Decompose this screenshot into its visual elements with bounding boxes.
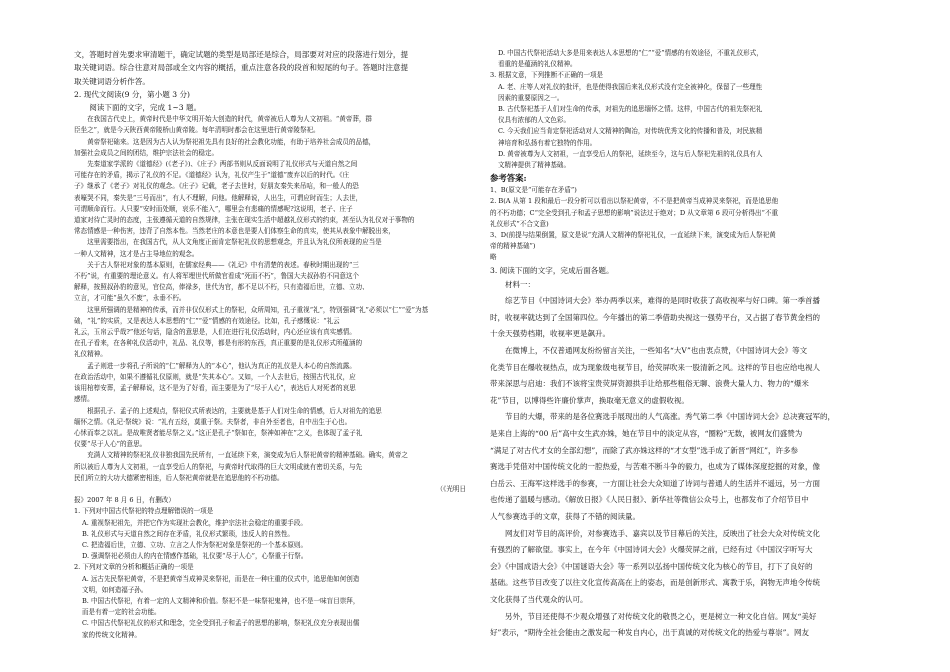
question-1-option: D. 强调祭祀必须由人的内在情感作基础，礼仪要“尽于人心”，心祭重于行祭。 [82,552,308,561]
material-line: 化类节目在爆收视热点，成为现象级电视节目，给荧屏吹来一股清新之风。这样的节目也应给电视人 [490,362,820,372]
question-2-stem: 2. 下列对文章的分析和概括正确的一项是 [74,563,194,572]
passage-line: 充满人文精神的祭祀礼仪非独我国先民所有，一直延续下来，演变成为后人祭祀黄帝的精神基础。确实，黄帝之 [87,451,408,460]
answer-line: 帝的精神基础”) [490,242,536,251]
passage-line: 缅怀之情。《礼记·祭统》说：“礼有五经，莫重于祭。夫祭者，非自外至者也，自中出生于心也。 [74,417,352,426]
passage-line: 这里所强调的是精神的传承，而并非仅仅形式上的祭祀，众所周知，孔子重视“礼”，特别强调“礼”必须以“仁”“爱”为基 [87,305,429,314]
question-2-option-d-line: 看重的是蕴涵的礼仪精神。 [498,60,577,69]
section-title: 2. 现代文阅读(9 分，第小题 3 分) [74,90,191,100]
material-line: 基础。这些节目改变了以往文化宣传高高在上的姿态，而是创新形式、寓教于乐，润物无声地令传统 [490,578,820,588]
passage-line: 子》继承了《老子》对礼仪的观念。《庄子》记载，老子去世时，好朋友秦失来吊唁，和一般人的恐 [74,182,359,191]
material-line: 人气参赛选手的文章，获得了不错的阅读量。 [490,511,640,521]
passage-line: 该用棺椁安葬，孟子解释说，这不是为了好看，而主要是为了“尽于人心”，表达后人对死者的哀思 [74,384,356,393]
material-line: 文化获得了当代观众的认可。 [490,594,588,604]
passage-line: 解释，按照叔孙豹的意见，官位高，俸禄多，世代为官，都不足以不朽，只有造福后世，立德、立功、 [74,283,369,292]
material-passage [490,293,885,641]
section-3-title: 3. 阅读下面的文字，完成后面各题。 [490,265,614,275]
passage-line: 在孔子看来，在各种礼仪活动中，礼品、礼仪等，都是有形的东西，真正重要的是礼仪形式所蕴涵的 [74,339,363,348]
question-2-option-d-line: D. 中国古代祭祀活动大多是用来表达人本思想的“仁”“爱”情感的有效途径，不重礼仪形式， [498,49,763,57]
answer-list [490,185,885,263]
passage-line: 仪要“尽于人心”的意思。 [74,440,147,449]
answer-line: 1、B(原文是“可能存在矛盾”) [490,186,577,195]
passage-line: 这里需要指出，在我国古代，从人文角度正面肯定祭祀礼仪的思想观念，并且认为礼仪所表现的应当是 [87,238,382,247]
intro-text [74,48,466,88]
passage-line: 礼云，玉帛云乎哉?”他还句话，隐含的意思是，人们在进行礼仪活动时，内心还应该有真实感情。 [74,328,356,337]
material-line: 在微博上，不仅普通网友纷纷留言关注，一些知名“大V”也由衷点赞，《中国诗词大会》等文 [505,346,808,356]
material-line: 赛选手凭借对中国传统文化的一腔热爱，与苦难不断斗争的毅力，也成为了媒体深度挖掘的对象，像 [490,462,820,472]
question-2-option: B. 中国古代祭祀，有着一定的人文精神和价值。祭祀不是一味祭祀鬼神，也不是一味盲目崇拜， [82,596,360,605]
passage-line: 礼仪精神。 [74,350,107,359]
passage-line: 础，“礼”的实质，又是表达人本思想的“仁”“爱”情感的有效途径。比如，孔子感慨说：“礼云 [74,316,340,325]
intro-line: 取关键词语。综合往意对局部或全文内容的概括，重点注意各段的段首和短尾的句子。答题时注意提 [74,63,409,73]
passage-line: 立言，才可能“虽久不废”，永垂不朽。 [74,294,186,303]
passage-line: 在我国古代史上，黄帝时代是中华文明开始大创造的时代，黄帝被后人尊为人文初祖。“黄帝葬，群 [87,115,372,124]
passage-line: 关于古人祭祀对象的基本原则，在儒家经典——《礼记》中有清楚的表述。春秋时期出现的“三 [87,260,359,269]
answer-line: 2. B(A 从第 1 段和最后一段分析可以看出以祭祀黄帝，不不是把黄帝当成神灵来祭祀，而是追思他 [490,197,779,206]
question-1-options [74,518,466,563]
answer-line: 略 [490,253,497,262]
answer-line: 礼仪形式”不合文意) [490,219,549,228]
material-line: 有强烈的了解欲望。事实上，在今年《中国诗词大会》火爆荧屏之前，已经有过《中国汉字听写大 [490,545,813,555]
material-line: 是来自上海的“00 后”高中女生武亦姝，她在节目中的淡定从容，“圈粉”无数，被网友们盛赞为 [490,429,803,438]
question-3-option: C. 今天我们应当肯定祭祀活动对人文精神的陶冶，对传统优秀文化的传播和普及，对民族精 [498,127,763,136]
question-2-option: A. 远古先民祭祀黄帝，不是把黄帝当成神灵来祭祀，而是在一种庄重的仪式中，追思他如何创造 [82,574,360,583]
question-1-stem: 1. 下列对中国古代祭祀的特点理解错误的一项是 [74,507,214,516]
material-line: 节目的大爆，带来的是各位赛选手展现出的人气高涨。秀气第二季《中国诗词大会》总决赛冠军的， [505,412,835,422]
material-line: 会》《中国成语大会》《中国谜语大会》等一系列以弘扬中国传统文化为核心的节目，打下了良好的 [490,561,813,571]
question-1-option: A. 重视祭祀祖先，并把它作为实现社会教化，维护宗法社会稳定的重要手段。 [82,518,307,527]
intro-line: 取关键词语分析作答。 [74,76,150,86]
question-1-option: C. 把造福后世，立德、立功、立言之人作为祭祀对象是祭祀的一个基本原则。 [82,540,307,549]
source-citation-a: （《光明日 [436,484,466,493]
material-line: 带来深思与启迪：我们不该将宝贵荧屏资源拱手让给那些粗俗无聊、浪费大量人力、物力的“爆米 [490,379,809,389]
question-3-option: 文精神提供了精神基础。 [498,161,571,170]
question-2-option: 而是有着一定的社会功能。 [82,608,161,617]
reading-passage [74,114,466,484]
question-2-option: 家的传统文化精神。 [82,630,141,639]
material-line: 白岳云、王海军这样选手的参赛，一方面让社会大众知道了诗词与普通人的生活并不遥远，另一方面 [490,478,820,488]
passage-line: 加强社会成员之间的团结，维护宗法社会的稳定。 [74,148,219,157]
passage-line: 民们所立的大功大德紧密相连，后人祭祀黄帝就是在追思他的不朽功德。 [74,473,284,482]
source-citation-b: 报》2007 年 8 月 6 日，有删改） [74,496,175,505]
question-1-option: B. 礼仪形式与天道自然之间存在矛盾，礼仪形式繁琐，违反人的自然性。 [82,529,294,538]
material-line: 也传递了温暖与感动。《解放日报》《人民日报》、新华社等微信公众号上，也都发布了介绍节目中 [490,495,809,505]
passage-line: 心怵而奉之以礼。是故唯贤者能尽祭之义。”这正是孔子“祭如在，祭神如神在”之义，也体现了孟子礼 [74,428,363,437]
material-line: 时，收视率就达到了全国第四位。今年播出的第二季借助央视这一强势平台，又占据了春节黄金档的 [490,312,820,322]
question-3-stem: 3. 根据文意，下列推断不正确的一项是 [490,71,604,80]
material-label: 材料一： [505,279,535,289]
passage-line: 黄帝祭祀础来。这是因为古人认为祭祀祖先具有良好的社会教化功能，有助于培养社会成员的品德， [87,137,376,146]
instruction: 阅读下面的文字，完成 1~3 题。 [89,103,202,113]
passage-line: 一种人文精神，这才是占主导地位的观念。 [74,249,199,258]
passage-line: 感情。 [74,395,94,404]
question-2-option-d [490,48,885,70]
material-line: 好”表示，“期待全社会能由之激发起一种发自内心，出于真诚的对传统文化的热爱与尊崇”。网友 [490,628,810,638]
passage-line: 不朽”说，有重要的理论意义。有人将军埋世代所做官看成“死而不朽”，鲁国大夫叔孙豹不同意这个 [74,272,360,281]
question-2-option: C. 中国古代祭祀礼仪的形式和理念，完全受到孔子和孟子的思想的影响，祭祀礼仪充分表现出儒 [82,619,360,628]
passage-line: 根据孔子、孟子的上述观点，祭祀仪式所表达的，主要就是基于人们对生命的情感，后人对祖先的追思 [87,406,382,415]
answer-line: 3、D(前提与结果倒置，原文是说“充满人文精神的祭祀礼仪，一直延续下来，演变成为后人祭祀黄 [490,231,776,240]
material-line: 网友们对节目的高评价，对参赛选手、嘉宾以及节目幕后的关注，反映出了社会大众对传统文化 [505,528,820,538]
material-line: 十余天强势档期，收视率更是飙升。 [490,329,610,339]
question-2-options [74,574,466,641]
material-line: 综艺节目《中国诗词大会》举办两季以来，难得的是同时收获了高收视率与好口碑。第一季首播 [505,296,820,306]
passage-line: 先秦道家学派的《道德经》(《老子》)、《庄子》两部书则从反面说明了礼仪形式与天道自然之间 [87,160,358,169]
question-3-options [490,82,885,172]
material-line: “满足了对古代才女的全部幻想”，而除了武亦姝这样的“才女型”选手成了新晋“网红”，许多参 [490,445,799,455]
passage-line: 可谓顺命而行。人只要“安时而处顺，哀乐不能入”，哪里会有悲痛的情感呢?这说明，老子、庄子 [74,204,353,213]
material-line: 另外，节目还使得不少观众增强了对传统文化的敬畏之心，更是树立一种文化自信。网友“美好 [505,611,817,621]
passage-line: 常态情感是一种伤害，违背了自然本性。当然老庄的本意也是要人们体察生命的真实，使其从表象中解脱出来， [74,227,395,236]
material-line: 花”节目，以博得些许廉价掌声，换取毫无意义的虚假收视。 [490,395,689,405]
answer-line: 的不朽功德；C“完全受到孔子和孟子思想的影响”说法过于绝对；D 从文章第 6 段可分析得出“不重 [490,208,779,217]
question-3-option: A. 老、庄等人对礼仪的批评，也是使得我国后来礼仪形式没有完全被神化，保留了一些理性 [498,82,763,91]
question-3-option: 仪具有浓郁的人文色彩。 [498,116,571,125]
question-3-option: D. 黄帝被尊为人文初祖，一直享受后人的祭祀，延续至今，这与后人祭祀先祖的礼仪具有人 [498,149,763,158]
answers-title: 参考答案: [490,173,527,184]
question-3-option: 神培育和弘扬有着它独特的作用。 [498,138,597,147]
question-3-option: B. 古代祭祀基于人们对生命的传承，对祖先的追思缅怀之情。这样，中国古代的祖先祭祀礼 [498,105,763,114]
passage-line: 道家对待亡灵时的态度，主张遵循天道的自然规律，主张在现实生活中超越礼仪形式的约束，甚至认为礼仪对于事物的 [74,216,415,225]
intro-line: 文，答题时首先要求审清题干，确定试题的类型是局部还是综合，局部要对对应的段落进行划分，提 [74,50,409,59]
question-3-option: 因素的重要原因之一。 [498,93,564,102]
left-column [74,48,466,641]
right-column [490,48,885,642]
passage-line: 可能存在的矛盾，揭示了礼仪的不足。《道德经》认为，礼仪产生于“道德”废弃以后的时代。《庄 [74,171,350,180]
passage-line: 孟子则进一步将孔子所说的“仁”解释为人的“本心”，他认为真正的礼仪是人本心的自然流露。 [87,361,356,370]
passage-line: 表嚎哭不同，秦失是“三号而出”，有人不理解，问他。他解释说，人出生，可谓应时而生；人去世， [74,193,363,202]
passage-line: 所以被后人尊为人文初祖，一直享受后人的祭祀，与黄帝时代取得的巨大文明成就有密切关系，与先 [74,462,363,471]
question-2-option: 文明，如何造福子孙。 [82,585,148,594]
passage-line: 在政治活动中，如果不遵循礼仪原则，就是“失其本心”。又如，一个人去世后，按照古代礼仪，应 [74,372,356,381]
passage-line: 臣坐之”，就是今天陕西黄帝陵桥山黄帝陵。每年清明时都会在这里进行黄帝陵祭祀。 [74,126,320,135]
